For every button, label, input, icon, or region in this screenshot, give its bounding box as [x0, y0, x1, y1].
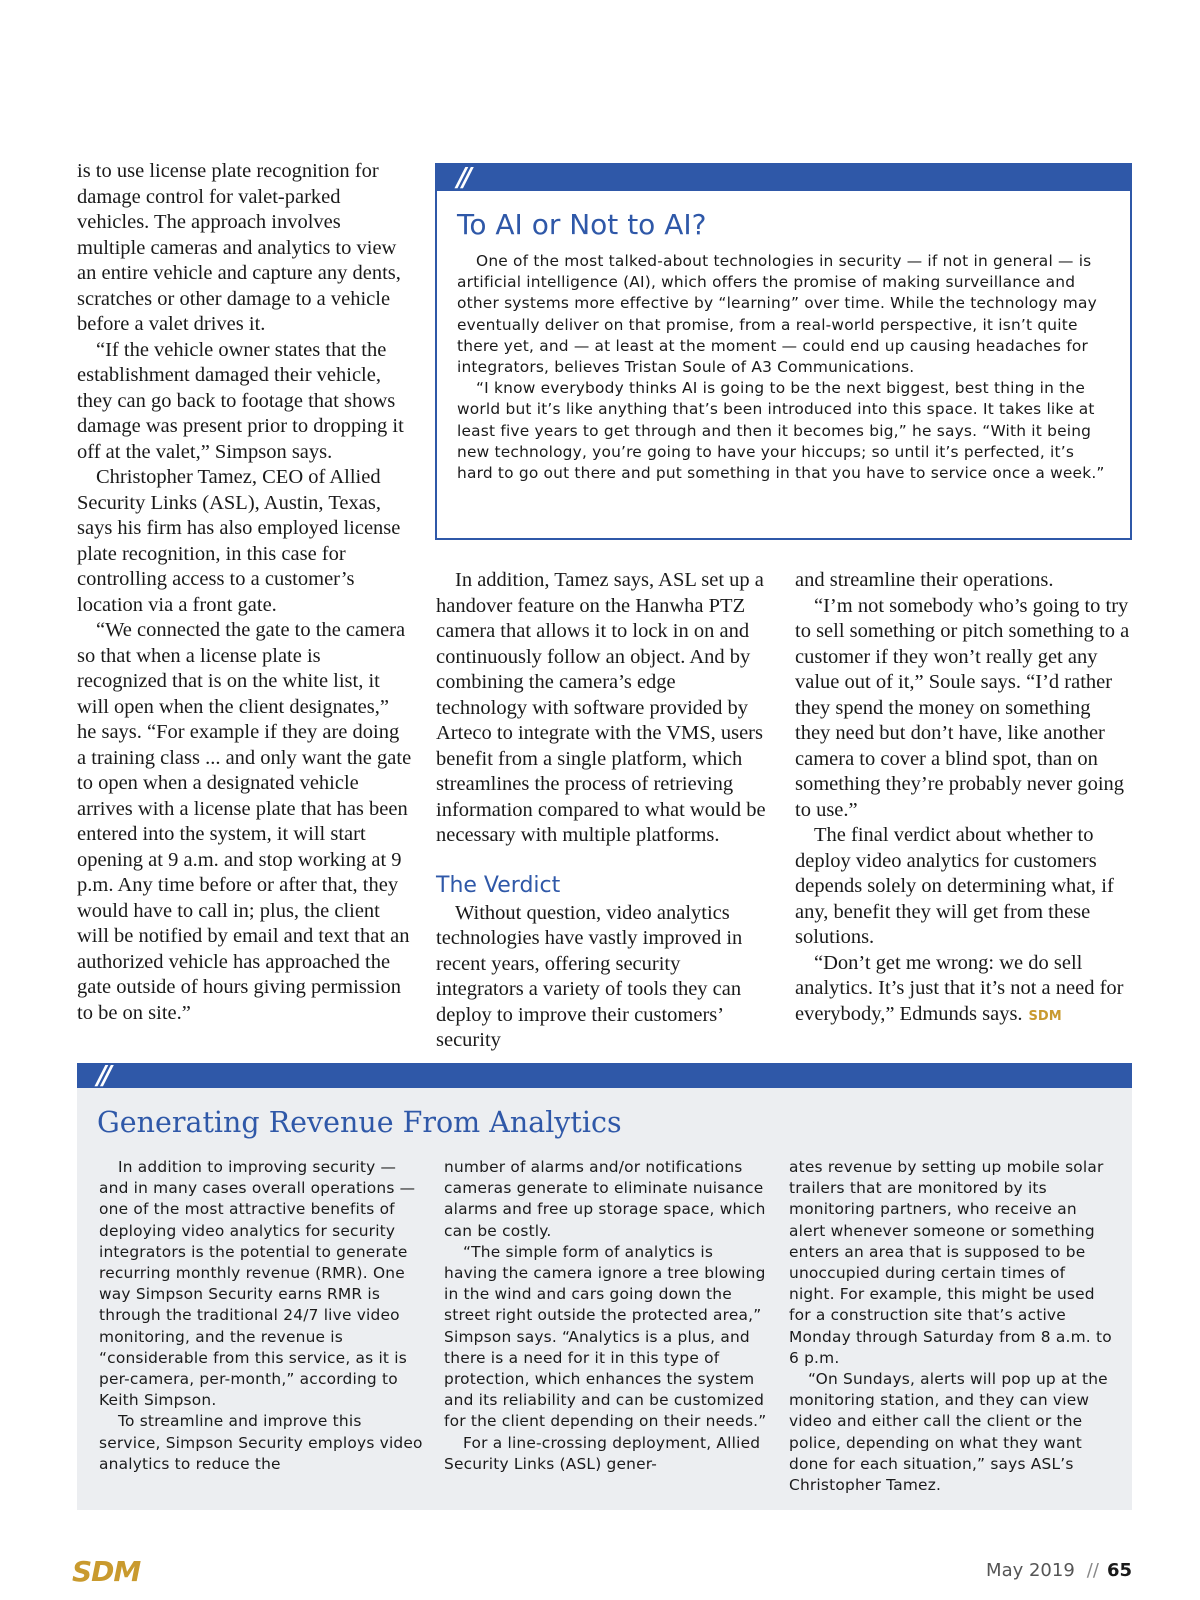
issue-date: May 2019	[986, 1560, 1075, 1581]
article-paragraph: “If the vehicle owner states that the establishment damaged their vehicle, they can go back to footage that shows damage was present prior to dropping it off at the valet,” Simpson says.	[77, 338, 404, 463]
article-right-column	[795, 568, 1130, 1029]
page-number: 65	[1106, 1560, 1132, 1581]
article-paragraph: In addition, Tamez says, ASL set up a handover feature on the Hanwha PTZ camera that allows it to lock in on and continuously follow an object. And by combining the camera’s edge technology with software provided by Arteco to integrate with the VMS, users benefit from a single platform, which streamlines the process of retrieving information compared to what would be necessary with multiple platforms.	[436, 569, 766, 846]
article-paragraph: “We connected the gate to the camera so that when a license plate is recognized that is on the white list, it will open when the client designates,” he says. “For example if they are doing a training class ... and only want the gate to open when a designated vehicle arrives with a license plate that has been entered into the system, it will start opening at 9 a.m. and stop working at 9 p.m. Any time before or after that, they would have to call in; plus, the client will be notified by email and text that an authorized vehicle has approached the gate outside of hours giving permission to be on site.”	[77, 619, 412, 1024]
article-middle-column	[436, 568, 771, 1054]
verdict-heading: The Verdict	[436, 872, 561, 898]
page-folio	[986, 1560, 1132, 1581]
article-left-column	[77, 159, 413, 1026]
article-paragraph: is to use license plate recognition for damage control for valet-parked vehicles. The approach involves multiple cameras and analytics to view an entire vehicle and capture any dents, scratches or other damage to a vehicle before a valet drives it.	[77, 160, 401, 335]
sidebar-paragraph: One of the most talked-about technologies in security — if not in general — is artificial intelligence (AI), which offers the promise of making surveillance and other systems more effective by “learning” over time. While the technology may eventually deliver on that promise, from a real-world perspective, it isn’t quite there yet, and — at least at the moment — could end up causing headaches for integrators, believes Tristan Soule of A3 Communications.	[457, 252, 1097, 377]
revenue-paragraph: “The simple form of analytics is having the camera ignore a tree blowing in the wind and cars going down the street right outside the protected area,” Simpson says. “Analytics is a plus, and there is a need for it in this type of protection, which enhances the system and its reliability and can be customized for the client depending on their needs.”	[444, 1242, 767, 1431]
revenue-column-1	[99, 1157, 424, 1475]
closing-text: “Don’t get me wrong: we do sell analytics. It’s just that it’s not a need for everybody,” Edmunds says.	[795, 951, 1124, 1025]
folio-separator: //	[1086, 1560, 1099, 1581]
sidebar-body	[437, 251, 1130, 484]
revenue-paragraph: number of alarms and/or notifications cameras generate to eliminate nuisance alarms and free up storage space, which can be costly.	[444, 1158, 766, 1240]
revenue-title: Generating Revenue From Analytics	[97, 1106, 622, 1139]
article-paragraph: “I’m not somebody who’s going to try to sell something or pitch something to a customer if they won’t really get any value out of it,” Soule says. “I’d rather they spend the money on something they need but don’t have, like another camera to cover a blind spot, than on something they’re probably never going to use.”	[795, 594, 1130, 821]
sidebar-title: To AI or Not to AI?	[457, 208, 707, 241]
slash-mark-icon: //	[97, 1061, 108, 1091]
sdm-logo: SDM	[72, 1555, 141, 1588]
article-paragraph: and streamline their operations.	[795, 569, 1054, 591]
revenue-column-3	[789, 1157, 1114, 1496]
slash-mark-icon: //	[457, 163, 468, 193]
revenue-paragraph: For a line-crossing deployment, Allied Security Links (ASL) gener-	[444, 1433, 761, 1473]
revenue-column-2	[444, 1157, 769, 1475]
revenue-paragraph: ates revenue by setting up mobile solar trailers that are monitored by its monitoring partners, who receive an alert whenever someone or something enters an area that is supposed to be unoccupied during certain times of night. For example, this might be used for a construction site that’s active Monday through Saturday from 8 a.m. to 6 p.m.	[789, 1158, 1112, 1367]
revenue-sidebar	[77, 1063, 1132, 1510]
sidebar-header-bar	[437, 165, 1130, 191]
ai-sidebar-box	[435, 163, 1132, 540]
revenue-header-bar	[77, 1061, 1132, 1091]
article-paragraph: The final verdict about whether to deploy video analytics for customers depends solely on determining what, if any, benefit they will get from these solutions.	[795, 824, 1114, 948]
revenue-paragraph: “On Sundays, alerts will pop up at the monitoring station, and they can view video and either call the client or the police, depending on what they want done for each situation,” says ASL’s Christopher Tamez.	[789, 1370, 1108, 1495]
article-paragraph: Without question, video analytics technologies have vastly improved in recent years, offering security integrators a variety of tools they can deploy to improve their customers’ security	[436, 901, 743, 1051]
article-paragraph: Christopher Tamez, CEO of Allied Security Links (ASL), Austin, Texas, says his firm has also employed license plate recognition, in this case for controlling access to a customer’s location via a front gate.	[77, 466, 401, 616]
revenue-paragraph: In addition to improving security — and in many cases overall operations — one of the most attractive benefits of deploying video analytics for security integrators is the potential to generate recurring monthly revenue (RMR). One way Simpson Security earns RMR is through the traditional 24/7 live video monitoring, and the revenue is “considerable from this service, as it is per-camera, per-month,” according to Keith Simpson.	[99, 1158, 416, 1410]
end-mark: SDM	[1028, 1008, 1062, 1024]
revenue-paragraph: To streamline and improve this service, Simpson Security employs video analytics to reduce the	[99, 1412, 423, 1473]
article-closing-paragraph	[795, 951, 1130, 1030]
sidebar-paragraph: “I know everybody thinks AI is going to be the next biggest, best thing in the world but it’s like anything that’s been introduced into this space. It takes like at least five years to get through and then it becomes big,” he says. “With it being new technology, you’re going to have your hiccups; so until it’s perfected, it’s hard to go out there and put something in that you have to service once a week.”	[457, 379, 1105, 483]
